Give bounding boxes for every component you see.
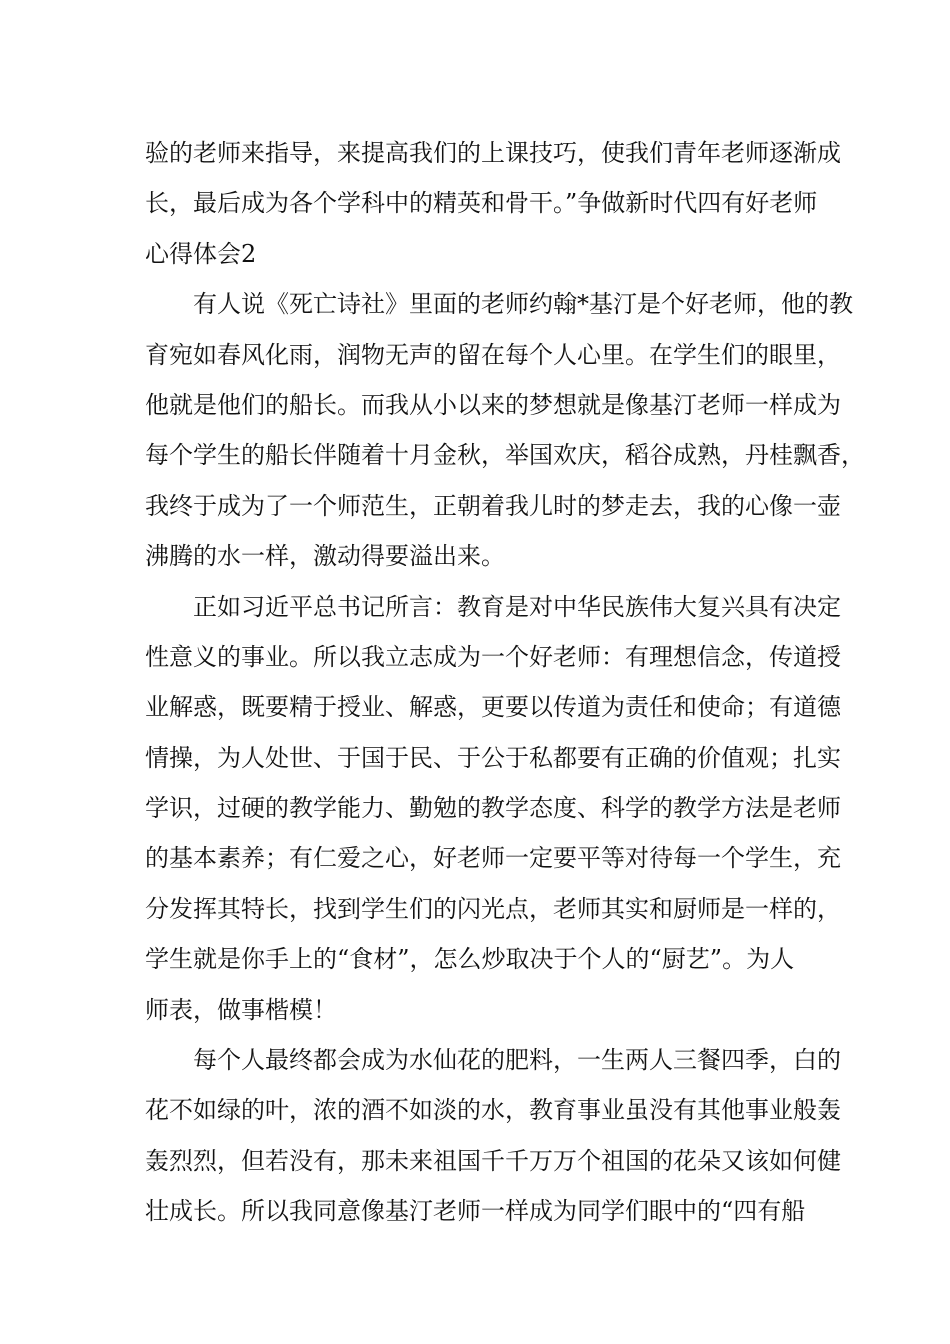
text-line: 的基本素养；有仁爱之心，好老师一定要平等对待每一个学生，充 [145, 844, 841, 873]
text-line: 分发挥其特长，找到学生们的闪光点，老师其实和厨师是一样的， [145, 894, 841, 923]
text-line: 业解惑，既要精于授业、解惑，更要以传道为责任和使命；有道德 [145, 693, 841, 722]
text-line: 师表，做事楷模！ [145, 995, 337, 1024]
text-line: 他就是他们的船长。而我从小以来的梦想就是像基汀老师一样成为 [145, 390, 841, 419]
text-line: 壮成长。所以我同意像基汀老师一样成为同学们眼中的“四有船 [145, 1197, 806, 1226]
text-line: 轰烈烈，但若没有，那未来祖国千千万万个祖国的花朵又该如何健 [145, 1146, 841, 1175]
text-line: 育宛如春风化雨，润物无声的留在每个人心里。在学生们的眼里， [145, 340, 841, 369]
text-line: 我终于成为了一个师范生，正朝着我儿时的梦走去，我的心像一壶 [145, 491, 841, 520]
text-line: 性意义的事业。所以我立志成为一个好老师：有理想信念，传道授 [145, 642, 841, 671]
text-line: 每个人最终都会成为水仙花的肥料，一生两人三餐四季，白的 [145, 1046, 841, 1075]
text-line: 学识，过硬的教学能力、勤勉的教学态度、科学的教学方法是老师 [145, 794, 841, 823]
text-line: 长，最后成为各个学科中的精英和骨干。”争做新时代四有好老师 [145, 189, 818, 218]
text-line: 每个学生的船长伴随着十月金秋，举国欢庆，稻谷成熟，丹桂飘香， [145, 441, 865, 470]
text-line: 正如习近平总书记所言：教育是对中华民族伟大复兴具有决定 [145, 592, 841, 621]
text-line: 验的老师来指导，来提高我们的上课技巧，使我们青年老师逐渐成 [145, 139, 841, 167]
text-line: 学生就是你手上的“食材”，怎么炒取决于个人的“厨艺”。为人 [145, 945, 795, 974]
document-body [145, 128, 865, 1237]
text-line: 心得体会2 [145, 239, 257, 268]
text-line: 情操，为人处世、于国于民、于公于私都要有正确的价值观；扎实 [145, 743, 841, 772]
text-line: 花不如绿的叶，浓的酒不如淡的水，教育事业虽没有其他事业般轰 [145, 1096, 841, 1125]
text-line: 有人说《死亡诗社》里面的老师约翰*基汀是个好老师，他的教 [145, 290, 853, 319]
text-line: 沸腾的水一样，激动得要溢出来。 [145, 542, 505, 571]
